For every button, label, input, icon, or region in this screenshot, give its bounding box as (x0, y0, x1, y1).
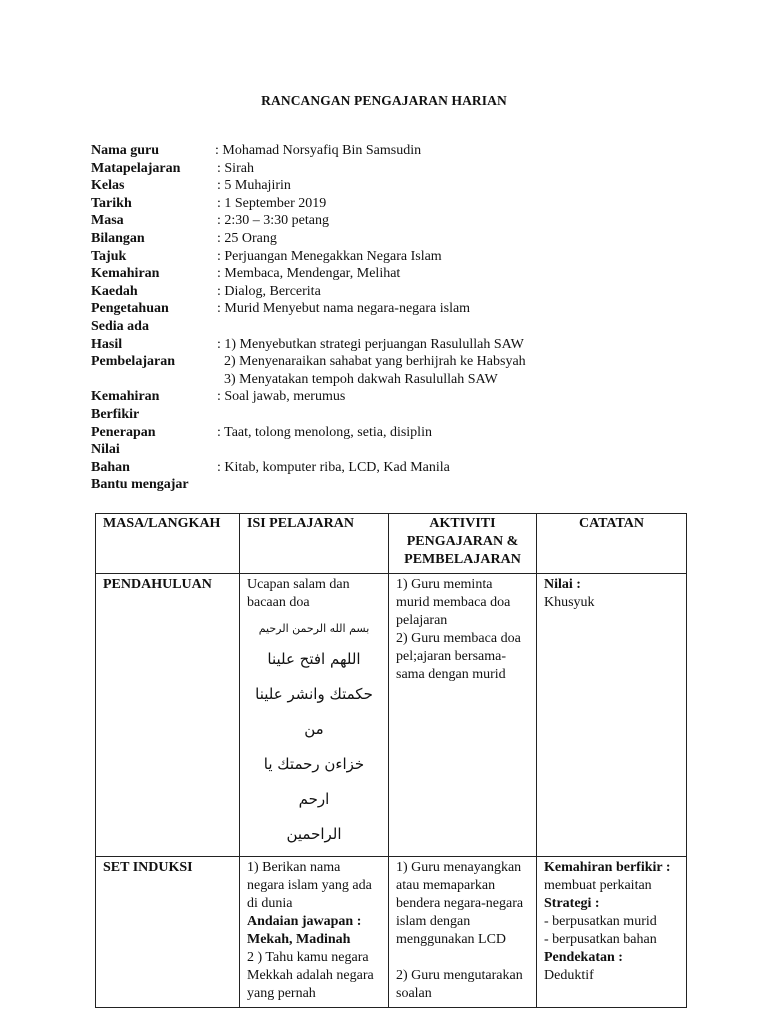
arabic-doa-line-2: حكمتك وانشر علينا من (255, 685, 373, 738)
info-value (217, 177, 291, 195)
info-value (217, 424, 432, 442)
catatan-pendekatan-label: Pendekatan : (544, 950, 623, 965)
lesson-plan-table (95, 513, 687, 1008)
isi-pendahuluan (240, 574, 389, 857)
info-value (217, 195, 326, 213)
info-value-line: : 5 Muhajirin (217, 178, 291, 194)
info-label (91, 283, 219, 301)
isi-set-induksi-1: 1) Berikan nama negara islam yang ada di dunia (247, 860, 372, 911)
info-label-line: Hasil (91, 336, 123, 352)
catatan-strategi-2: - berpusatkan bahan (544, 932, 657, 947)
info-label (91, 195, 219, 213)
info-value (217, 336, 526, 389)
info-row (91, 336, 691, 389)
info-value (217, 230, 277, 248)
info-value-line: : Dialog, Bercerita (217, 283, 321, 299)
table-row-pendahuluan (96, 574, 687, 857)
page-title: RANCANGAN PENGAJARAN HARIAN (261, 93, 507, 108)
info-row (91, 388, 691, 423)
info-label-line: Nama guru (91, 143, 160, 158)
arabic-doa-line-1: اللهم افتح علينا (267, 650, 361, 668)
info-row (91, 230, 691, 248)
info-value (215, 142, 421, 160)
isi-andaian-jawapan: Andaian jawapan : Mekah, Madinah (247, 914, 362, 947)
info-label (91, 142, 219, 160)
catatan-strategi-1: - berpusatkan murid (544, 914, 657, 929)
info-row (91, 283, 691, 301)
info-label-line: Pembelajaran (91, 354, 175, 370)
info-label-line: Berfikir (91, 406, 140, 422)
info-row (91, 300, 691, 335)
info-label (91, 424, 219, 459)
info-label (91, 177, 219, 195)
info-value-line: : 25 Orang (217, 230, 277, 246)
info-value-line: : Mohamad Norsyafiq Bin Samsudin (215, 143, 422, 158)
info-value-line: : Perjuangan Menegakkan Negara Islam (217, 248, 442, 264)
header-masa-langkah: MASA/LANGKAH (96, 514, 240, 574)
info-label-line: Kelas (91, 178, 125, 194)
info-label-line: Masa (91, 213, 124, 229)
aktiviti-set-induksi (389, 857, 537, 1008)
info-value-line: 3) Menyatakan tempoh dakwah Rasulullah SAW (217, 371, 498, 387)
info-value (217, 388, 345, 406)
info-label (91, 336, 219, 371)
catatan-nilai-value: Khusyuk (544, 595, 595, 610)
info-value-line: : Soal jawab, merumus (217, 389, 346, 405)
info-label-line: Kemahiran (91, 389, 160, 405)
info-value (217, 265, 400, 283)
info-label (91, 248, 219, 266)
info-label-line: Kemahiran (91, 266, 160, 282)
info-label-line: Matapelajaran (91, 160, 181, 176)
header-aktiviti: AKTIVITI PENGAJARAN & PEMBELAJARAN (389, 514, 537, 574)
info-row (91, 177, 691, 195)
info-value-line: : Kitab, komputer riba, LCD, Kad Manila (217, 459, 450, 475)
step-pendahuluan: PENDAHULUAN (96, 574, 240, 857)
info-label (91, 230, 219, 248)
info-section (91, 142, 691, 494)
info-value-line: : Taat, tolong menolong, setia, disiplin (217, 424, 432, 440)
info-value (217, 283, 321, 301)
catatan-pendahuluan (537, 574, 687, 857)
info-label-line: Bantu mengajar (91, 477, 189, 493)
arabic-basmalah: بسم الله الرحمن الرحيم (258, 622, 370, 635)
header-isi-pelajaran: ISI PELAJARAN (240, 514, 389, 574)
isi-pendahuluan-text: Ucapan salam dan bacaan doa (247, 577, 350, 610)
info-label (91, 212, 219, 230)
info-value-line: 2) Menyenaraikan sahabat yang berhijrah ke Habsyah (217, 354, 526, 370)
info-label-line: Sedia ada (91, 318, 149, 334)
info-label (91, 300, 219, 335)
info-label (91, 459, 219, 494)
aktiviti-pendahuluan (389, 574, 537, 857)
info-label (91, 388, 219, 423)
header-catatan: CATATAN (537, 514, 687, 574)
info-label-line: Pengetahuan (91, 301, 169, 317)
info-label-line: Bahan (91, 459, 130, 475)
info-value-line: : 2:30 – 3:30 petang (217, 213, 329, 229)
info-value (217, 160, 254, 178)
isi-set-induksi-2: 2 ) Tahu kamu negara Mekkah adalah negara yang pernah (247, 950, 374, 1001)
aktiviti-set-induksi-1: 1) Guru menayangkan atau memaparkan bendera negara-negara islam dengan menggunakan LCD (396, 860, 524, 947)
info-row (91, 459, 691, 494)
catatan-strategi-label: Strategi : (544, 896, 600, 911)
info-label-line: Tajuk (91, 248, 127, 264)
info-value-line: : Murid Menyebut nama negara-negara islam (217, 301, 471, 317)
step-set-induksi: SET INDUKSI (96, 857, 240, 1008)
catatan-nilai-label: Nilai : (544, 577, 581, 592)
info-row (91, 195, 691, 213)
info-row (91, 265, 691, 283)
info-value-line: : Membaca, Mendengar, Melihat (217, 266, 401, 282)
info-row (91, 248, 691, 266)
info-label-line: Bilangan (91, 230, 145, 246)
catatan-kemahiran-label: Kemahiran berfikir : (544, 860, 671, 875)
catatan-set-induksi (537, 857, 687, 1008)
info-value (217, 248, 442, 266)
aktiviti-pendahuluan-2: 2) Guru membaca doa pel;ajaran bersama-sama dengan murid (396, 631, 521, 682)
table-header-row (96, 514, 687, 574)
catatan-kemahiran (544, 859, 679, 895)
info-value (217, 300, 470, 318)
info-value-line: : 1 September 2019 (217, 195, 327, 211)
info-row (91, 142, 691, 160)
info-label-line: Penerapan (91, 424, 156, 440)
info-label-line: Nilai (91, 442, 120, 458)
info-value (217, 212, 329, 230)
isi-set-induksi (240, 857, 389, 1008)
catatan-pendekatan-value: Deduktif (544, 968, 594, 983)
arabic-doa-line-3: خزاءن رحمتك يا ارحم (263, 755, 365, 808)
info-value (217, 459, 450, 477)
info-row (91, 424, 691, 459)
info-row (91, 160, 691, 178)
info-value-line: : Sirah (217, 160, 254, 176)
aktiviti-pendahuluan-1: 1) Guru meminta murid membaca doa pelajaran (396, 577, 511, 628)
catatan-kemahiran-value: membuat perkaitan (544, 878, 652, 893)
aktiviti-set-induksi-2: 2) Guru mengutarakan soalan (396, 968, 523, 1001)
info-label-line: Tarikh (91, 195, 132, 211)
info-row (91, 212, 691, 230)
table-row-set-induksi (96, 857, 687, 1008)
arabic-doa-line-4: الراحمين (286, 825, 342, 843)
info-label-line: Kaedah (91, 283, 138, 299)
info-label (91, 160, 219, 178)
info-value-line: : 1) Menyebutkan strategi perjuangan Rasulullah SAW (217, 336, 524, 352)
info-label (91, 265, 219, 283)
